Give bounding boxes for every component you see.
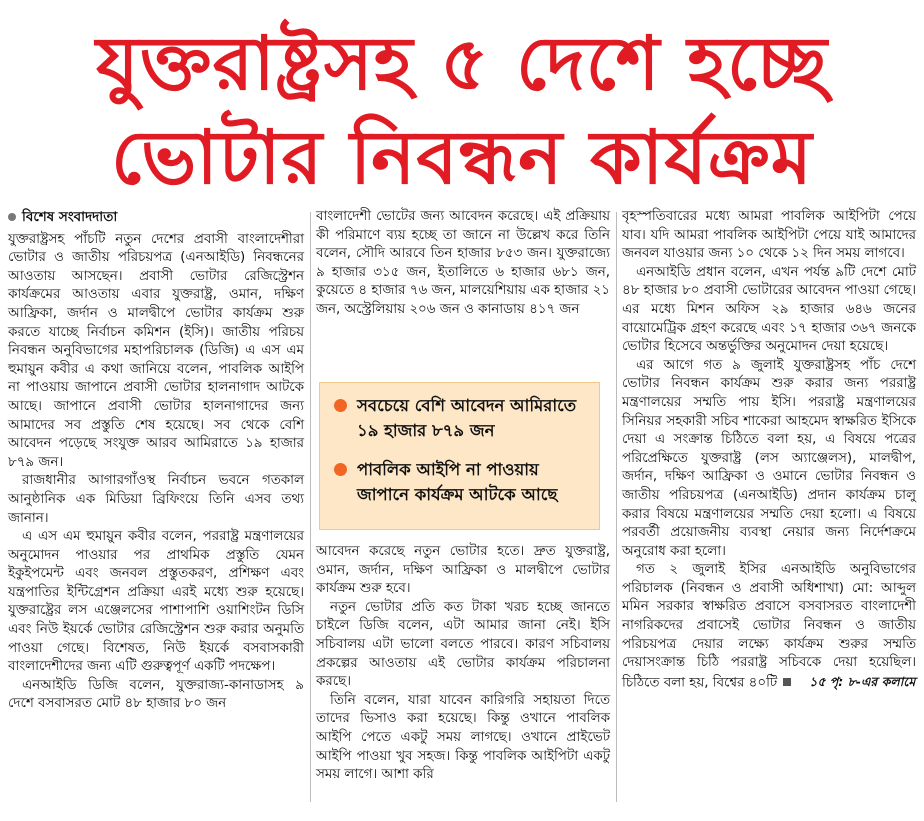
paragraph: তিনি বলেন, যারা যাবেন কারিগরি সহায়তা দিতে তাদের ভিসাও করা হয়েছে। কিন্তু ওখানে পাবলিক আইপি পেতে একটু সময় লাগছে। ওখানে প্রাইভেট আইপি পাওয়া খুব সহজ। কিন্তু পাবলিক আইপিটা একটু সময় লাগে। আশা করি <box>316 692 610 783</box>
paragraph: এনআইডি প্রধান বলেন, এখন পর্যন্ত ৯টি দেশে মোট ৪৮ হাজার ৮০ প্রবাসী ভোটারের আবেদন পাওয়া গেছে। এর মধ্যে মিশন অফিস ২৯ হাজার ৬৪৬ জনের বায়োমেট্রিক গ্রহণ করেছে এবং ১৭ হাজার ৩৬৭ জনকে ভোটার হিসেবে অন্তর্ভুক্তির অনুমোদন দেয়া হয়েছে। <box>622 264 916 355</box>
highlight-box <box>319 382 600 530</box>
square-icon <box>783 678 791 686</box>
orange-bullet-icon <box>334 399 347 412</box>
paragraph: এনআইডি ডিজি বলেন, যুক্তরাজ্য-কানাডাসহ ৯ দেশে বসবাসরত মোট ৪৮ হাজার ৮০ জন <box>8 677 304 712</box>
orange-bullet-icon <box>334 463 347 476</box>
article-column-3 <box>622 208 916 693</box>
highlight-text: পাবলিক আইপি না পাওয়ায় জাপানে কার্যক্রম আটকে আছে <box>357 460 558 504</box>
bullet-icon <box>8 213 16 221</box>
column-divider <box>616 212 617 802</box>
paragraph: বাংলাদেশী ভোটের জন্য আবেদন করেছে। এই প্রক্রিয়ায় কী পরিমাণে ব্যয় হচ্ছে তা জানে না উল্লেখ করে তিনি বলেন, সৌদি আরবে তিন হাজার ৮৫৩ জন। যুক্তরাজ্যে ৯ হাজার ৩১৫ জন, ইতালিতে ৬ হাজার ৬৮১ জন, কুয়েতে ৪ হাজার ৭৬ জন, মালয়েশিয়ায় এক হাজার ২১ জন, অস্ট্রেলিয়ায় ২০৬ জন ও কানাডায় ৪১৭ জন <box>316 209 610 317</box>
column-divider <box>310 212 311 802</box>
paragraph: বৃহস্পতিবারের মধ্যে আমরা পাবলিক আইপিটা পেয়ে যাব। যদি আমরা পাবলিক আইপিটা পেয়ে যাই আমাদের জনবল যাওয়ার জন্য ১০ থেকে ১২ দিন সময় লাগবে। <box>622 209 916 262</box>
headline-line-1: যুক্তরাষ্ট্রসহ ৫ দেশে হচ্ছে <box>96 21 828 107</box>
continuation-text: ১৫ পৃ: ৮-এর কলামে <box>809 673 916 689</box>
highlight-item <box>334 393 587 443</box>
paragraph: এ এস এম হুমায়ুন কবীর বলেন, পররাষ্ট্র মন্ত্রণালয়ের অনুমোদন পাওয়ার পর প্রাথমিক প্রস্তুতি যেমন ইকুইপমেন্ট এবং জনবল প্রস্তুতকরণ, প্রশিক্ষণ এবং যন্ত্রপাতির ইন্টিগ্রেশন প্রক্রিয়া এরই মধ্যে শুরু হয়েছে। যুক্তরাষ্ট্রের লস এঞ্জেলসের পাশাপাশি ওয়াশিংটন ডিসি এবং নিউ ইয়র্কে ভোটার রেজিস্ট্রেশন শুরু করার অনুমতি পাওয়া গেছে। বিশেষত, নিউ ইয়র্কে বসবাসকারী বাংলাদেশীদের জন্য এটি গুরুত্বপূর্ণ একটি পদক্ষেপ। <box>8 529 304 675</box>
paragraph <box>622 561 916 692</box>
continuation-marker <box>783 673 915 692</box>
byline <box>8 208 304 227</box>
article-column-1 <box>8 208 304 714</box>
highlight-item <box>334 457 587 507</box>
paragraph: আবেদন করেছে নতুন ভোটার হতে। দ্রুত যুক্তরাষ্ট্র, ওমান, জর্দান, দক্ষিণ আফ্রিকা ও মালদ্বীপে ভোটার কার্যক্রম শুরু হবে। <box>316 544 610 597</box>
paragraph: রাজধানীর আগারগাঁওস্থ নির্বাচন ভবনে গতকাল আনুষ্ঠানিক এক মিডিয়া ব্রিফিংয়ে তিনি এসব তথ্য জানান। <box>8 473 304 526</box>
highlight-text: সবচেয়ে বেশি আবেদন আমিরাতে ১৯ হাজার ৮৭৯ জন <box>357 396 577 440</box>
paragraph: নতুন ভোটার প্রতি কত টাকা খরচ হচ্ছে জানতে চাইলে ডিজি বলেন, এটা আমার জানা নেই। ইসি সচিবালয় এটা ভালো বলতে পারবে। কারণ সচিবালয় প্রকল্পের আওতায় এই ভোটার কার্যক্রম পরিচালনা করছে। <box>316 599 610 690</box>
article-column-2-bottom <box>316 543 610 785</box>
paragraph: এর আগে গত ৯ জুলাই যুক্তরাষ্ট্রসহ পাঁচ দেশে ভোটার নিবন্ধন কার্যক্রম শুরু করার জন্য পররাষ্ট্র মন্ত্রণালয়ের সম্মতি পায় ইসি। পররাষ্ট্র মন্ত্রণালয়ের সিনিয়র সহকারী সচিব শাকেরা আহমেদ স্বাক্ষরিত ইসিকে দেয়া এ সংক্রান্ত চিঠিতে বলা হয়, এ বিষয়ে পত্রের পরিপ্রেক্ষিতে যুক্তরাষ্ট্র (লস অ্যাঞ্জেলস), মালদ্বীপ, জর্দান, দক্ষিণ আফ্রিকা ও ওমানে ভোটার নিবন্ধন ও জাতীয় পরিচয়পত্র (এনআইডি) প্রদান কার্যক্রম চালু করার বিষয়ে মন্ত্রণালয়ের সম্মতি দেয়া হলো। এ বিষয়ে পরবর্তী প্রয়োজনীয় ব্যবস্থা নেয়ার জন্য নির্দেশক্রমে অনুরোধ করা হলো। <box>622 357 916 559</box>
headline-line-2: ভোটার নিবন্ধন কার্যক্রম <box>111 115 813 201</box>
paragraph-text: গত ২ জুলাই ইসির এনআইডি অনুবিভাগের পরিচালক (নিবন্ধন ও প্রবাসী অধিশাখা) মো: আব্দুল মমিন সরকার স্বাক্ষরিত প্রবাসে বসবাসরত বাংলাদেশী নাগরিকদের প্রবাসেই ভোটার নিবন্ধন ও জাতীয় পরিচয়পত্র দেয়ার লক্ষ্যে কার্যক্রম শুরুর সম্মতি দেয়াসংক্রান্ত চিঠি পররাষ্ট্র সচিবকে দেয়া হয়েছিল। চিঠিতে বলা হয়, বিশ্বের ৪০টি <box>622 562 916 691</box>
article-column-2-top <box>316 208 610 320</box>
byline-text: বিশেষ সংবাদদাতা <box>22 209 118 225</box>
paragraph: যুক্তরাষ্ট্রসহ পাঁচটি নতুন দেশের প্রবাসী বাংলাদেশীরা ভোটার ও জাতীয় পরিচয়পত্র (এনআইডি) নিবন্ধনের আওতায় আসছেন। প্রবাসী ভোটার রেজিস্ট্রেশন কার্যক্রমের আওতায় এবার যুক্তরাষ্ট্র, ওমান, দক্ষিণ আফ্রিকা, জর্দান ও মালদ্বীপে ভোটার কার্যক্রম শুরু করতে যাচ্ছে নির্বাচন কমিশন (ইসি)। জাতীয় পরিচয় নিবন্ধন অনুবিভাগের মহাপরিচালক (ডিজি) এ এস এম হুমায়ুন কবীর এ কথা জানিয়ে বলেন, পাবলিক আইপি না পাওয়ায় জাপানে প্রবাসী ভোটার হালনাগাদ আটকে আছে। জাপানে প্রবাসী ভোটার হালনাগাদের জন্য আমাদের সব প্রস্তুতি শেষ হয়েছে। সব থেকে বেশি আবেদন পড়েছে সংযুক্ত আরব আমিরাতে ১৯ হাজার ৮৭৯ জন। <box>8 231 304 470</box>
